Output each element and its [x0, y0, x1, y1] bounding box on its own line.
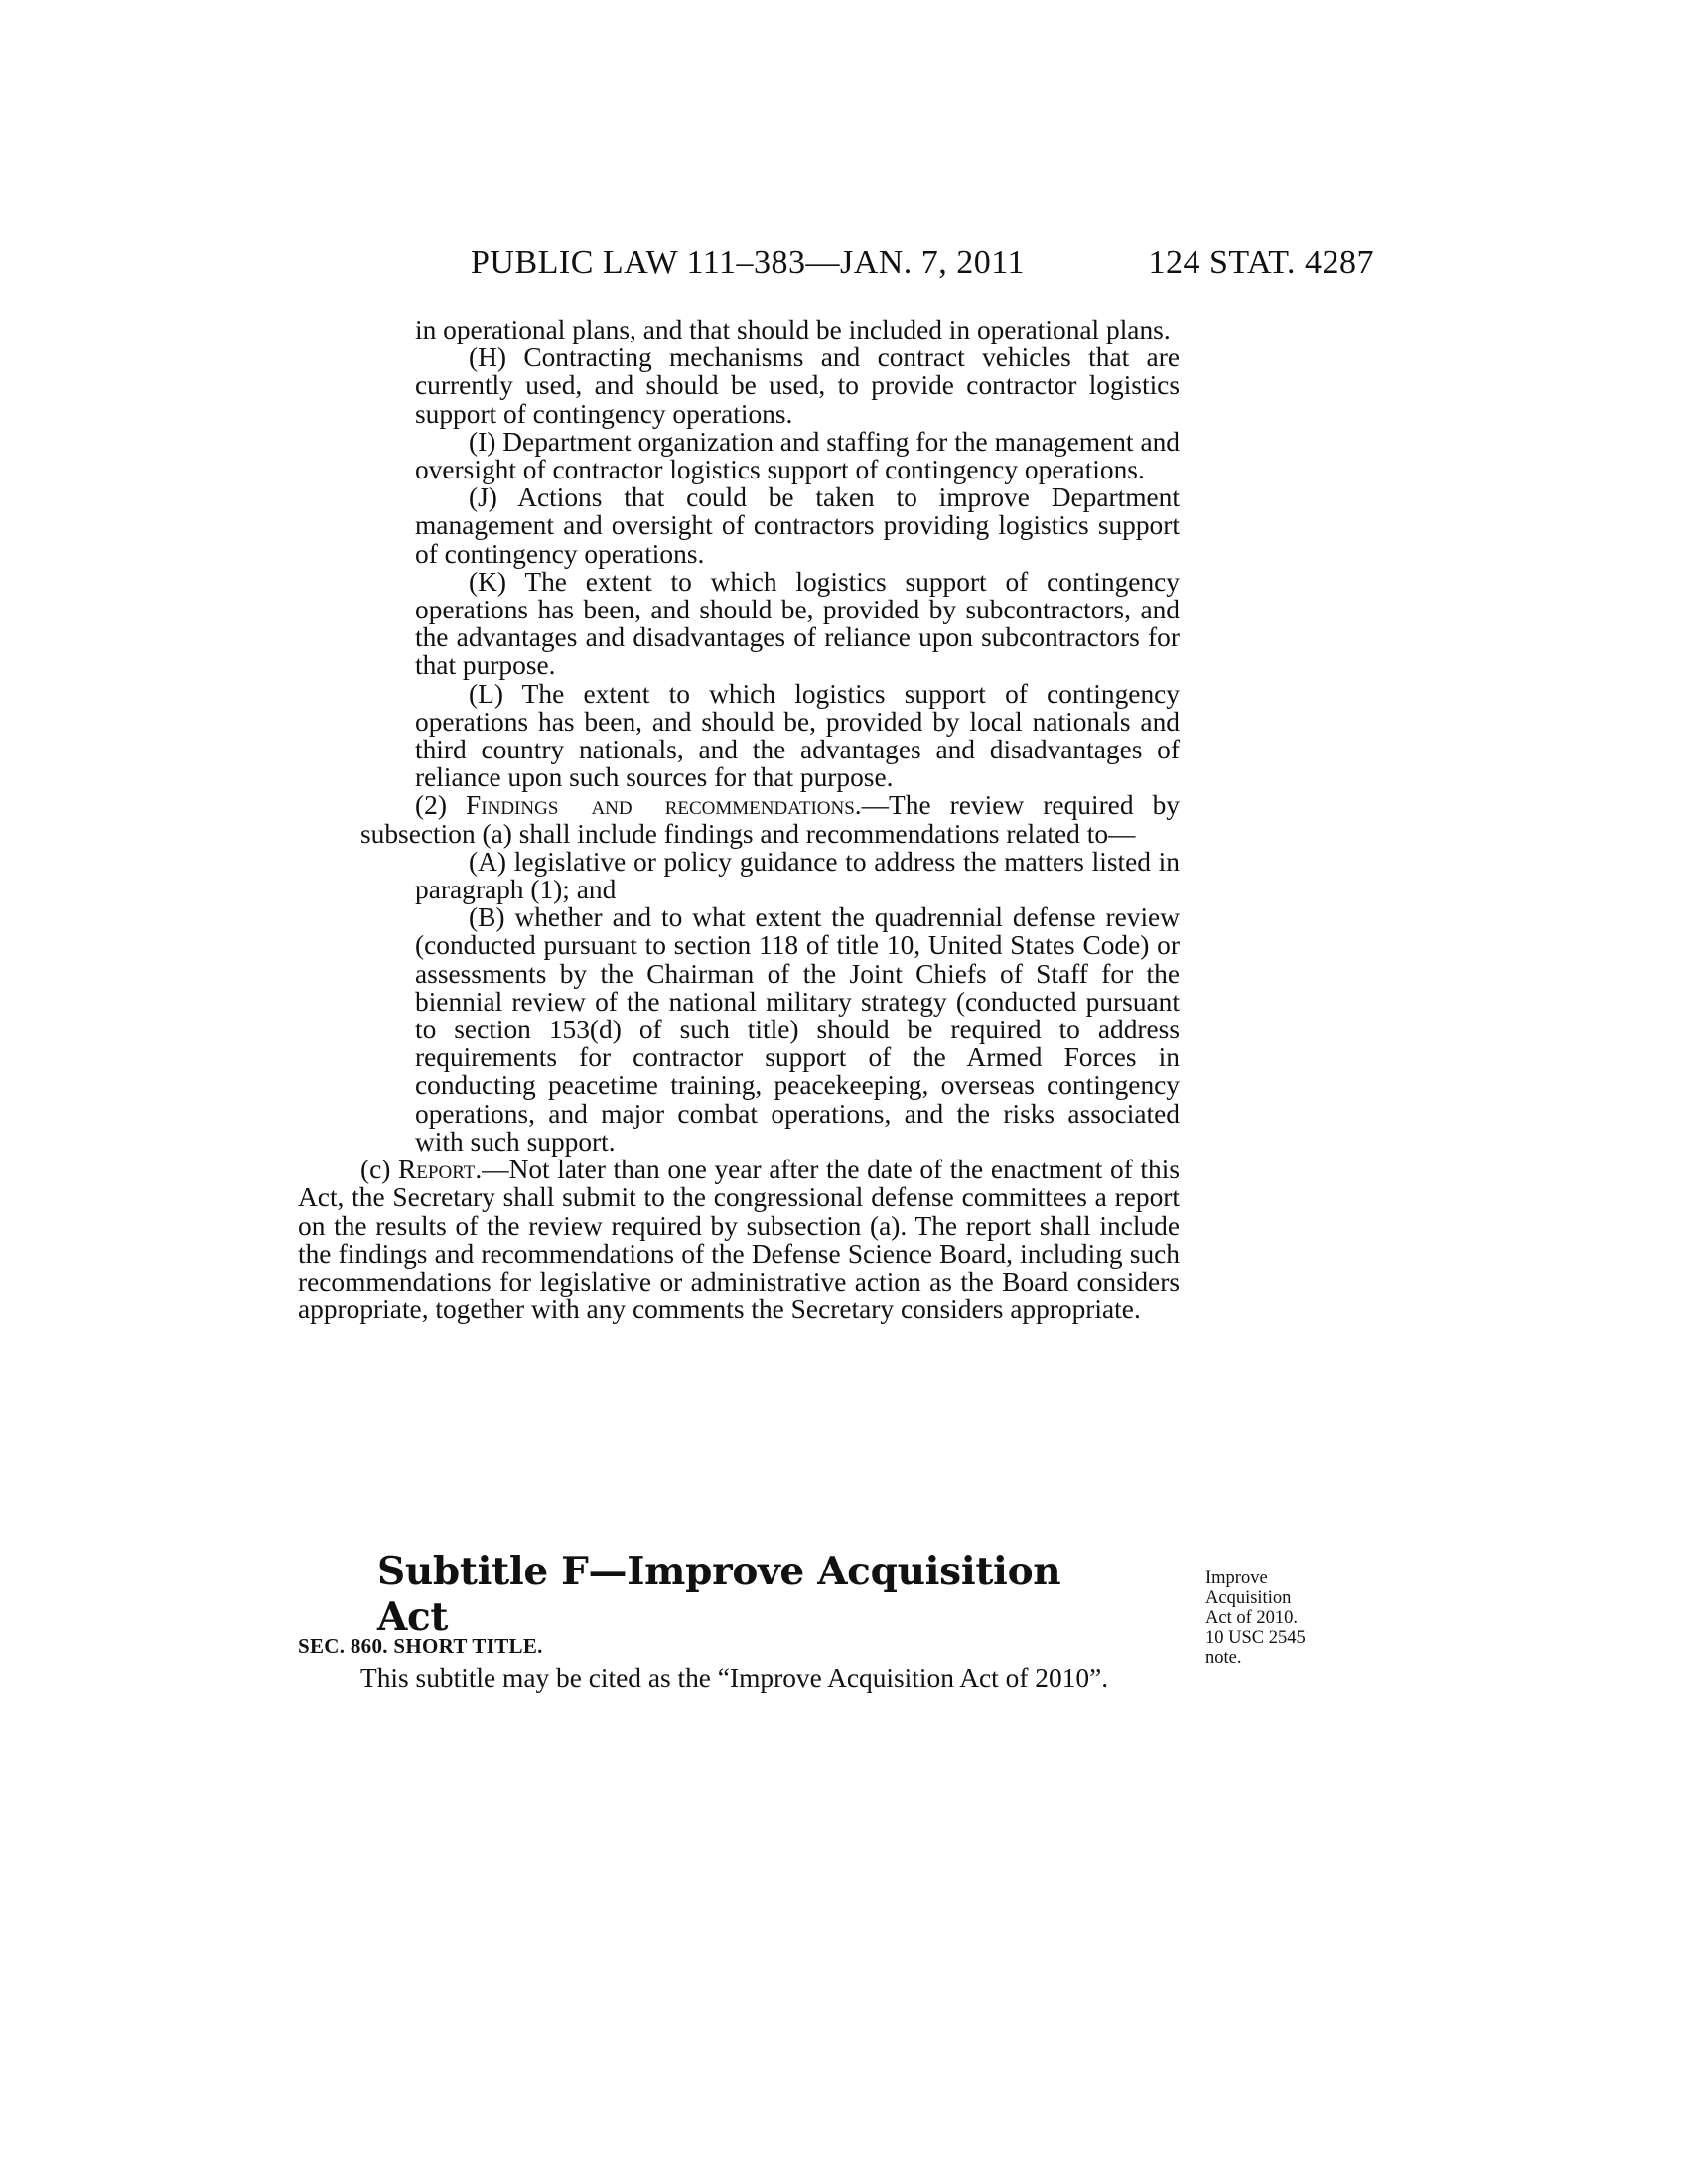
paragraph-2-text: .—The review required by subsection (a) shall include findings and recommendations related to— — [360, 790, 1181, 849]
paragraph-L: (L) The extent to which logistics support of contingency operations has been, and should be, provided by local nationals and third country nationals, and the advantages and disadvantages of reliance upon such sources for that purpose. — [415, 678, 1180, 793]
body-text — [298, 316, 1180, 1323]
statute-page-number: 124 STAT. 4287 — [1148, 244, 1374, 281]
paragraph-c-text: .—Not later than one year after the date of the enactment of this Act, the Secretary shall submit to the congressional defense committees a report on the results of the review required by subsection (a). The report shall include the findings and recommendations of the Defense Science Board, including such recommendations for legislative or administrative action as the Board considers appropriate, together with any comments the Secretary considers appropriate. — [298, 1155, 1180, 1325]
margin-note-line: Improve — [1205, 1569, 1268, 1588]
subtitle-heading: Subtitle F—Improve Acquisition Act — [377, 1549, 1061, 1640]
paragraph-2-number: (2) — [415, 790, 447, 821]
section-text — [298, 1664, 1180, 1692]
paragraph-c-number: (c) — [360, 1155, 391, 1185]
short-title-paragraph: This subtitle may be cited as the “Improve Acquisition Act of 2010”. — [360, 1663, 1109, 1693]
page-header — [471, 244, 1374, 284]
paragraph-K: (K) The extent to which logistics support of contingency operations has been, and should be, provided by subcontractors, and the advantages and disadvantages of reliance upon subcontractors for that purpose. — [415, 566, 1180, 681]
paragraph-A: (A) legislative or policy guidance to address the matters listed in paragraph (1); and — [415, 846, 1180, 905]
margin-note-line: Acquisition — [1205, 1588, 1292, 1608]
paragraph-continuation: in operational plans, and that should be included in operational plans. — [415, 315, 1171, 344]
public-law-title: PUBLIC LAW 111–383—JAN. 7, 2011 — [471, 244, 1026, 281]
paragraph-B: (B) whether and to what extent the quadrennial defense review (conducted pursuant to section 118 of title 10, United States Code) or assessments by the Chairman of the Joint Chiefs of Staff for the biennial review of the national military strategy (conducted pursuant to section 153(d) of such title) should be required to address requirements for contractor support of the Armed Forces in conducting peacetime training, peacekeeping, overseas contingency operations, and major combat operations, and the risks associated with such support. — [415, 902, 1180, 1157]
paragraph-c-heading: Report — [398, 1155, 476, 1185]
section-heading: SEC. 860. SHORT TITLE. — [298, 1634, 543, 1658]
paragraph-J: (J) Actions that could be taken to improve Department management and oversight of contractors providing logistics support of contingency operations. — [415, 482, 1180, 569]
paragraph-c — [298, 1156, 1180, 1323]
paragraph-2 — [298, 791, 1180, 847]
margin-note-line: 10 USC 2545 — [1205, 1628, 1306, 1648]
margin-note — [1205, 1569, 1335, 1668]
margin-note-line: Act of 2010. — [1205, 1608, 1298, 1628]
paragraph-I: (I) Department organization and staffing for the management and oversight of contractor logistics support of contingency operations. — [415, 426, 1180, 485]
margin-note-line: note. — [1205, 1648, 1242, 1668]
paragraph-H: (H) Contracting mechanisms and contract vehicles that are currently used, and should be used, to provide contractor logistics support of contingency operations. — [415, 342, 1180, 429]
paragraph-2-heading: Findings and recommendations — [466, 790, 855, 821]
